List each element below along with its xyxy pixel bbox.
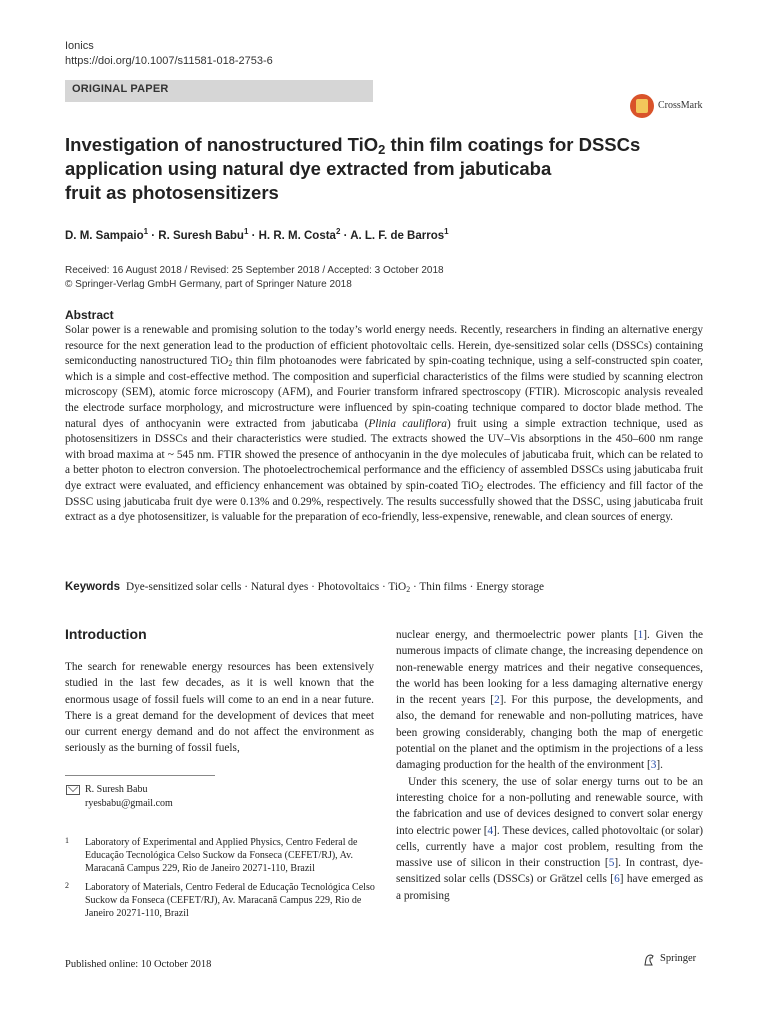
author-name[interactable]: H. R. M. Costa xyxy=(258,229,336,242)
keyword-separator: · xyxy=(410,581,420,593)
keyword-separator: · xyxy=(379,581,389,593)
keyword: Thin films xyxy=(419,581,467,593)
text-run: ]. xyxy=(656,759,663,772)
crossmark-badge[interactable] xyxy=(630,94,736,120)
corresponding-email[interactable]: ryesbabu@gmail.com xyxy=(85,798,173,809)
introduction-right-column xyxy=(396,627,703,904)
text-run: ]. In contrast, dye-sensitized solar cells (DSSCs) or Grätzel cells [ xyxy=(396,857,703,886)
title-line1-b: thin film coatings for DSSCs xyxy=(385,134,641,155)
author-affiliation: 2 xyxy=(335,227,341,236)
abstract-part: Solar power is a renewable and promising solution to the today’s world energy needs. Recently, researchers in finding an alternative energy resource for the next generation lead to the production of efficient photovoltaic cells. Herein, dye-sensitized solar cells (DSSCs) containing semiconducting nanostructured TiO xyxy=(65,324,703,368)
affiliation-1: Laboratory of Experimental and Applied Physics, Centro Federal de Educação Tecnológica Celso Suckow da Fonseca (CEFET/RJ), Av. Maracanã Campus 229, Rio de Janeiro 20271-110, Brazil xyxy=(85,837,358,874)
keyword: TiO xyxy=(388,581,407,593)
springer-horse-icon xyxy=(642,953,656,967)
affiliation-number: 2 xyxy=(65,881,69,890)
abstract-part: thin film photoanodes were fabricated by spin-coating technique, using a self-constructed spin coater, which is a simple and cost-effective method. The composition and superficial characteristics of the films were studied by scanning electron microscopy (SEM), atomic force microscopy (AFM), and Fourier transform infrared spectroscopy (FTIR). Microscopic analysis revealed the electrode surface morphology, and microstructure were influenced by spin-coating technique compared to doctor blade method. The natural dyes of anthocyanin were extracted from jabuticaba ( xyxy=(65,355,703,430)
abstract-heading: Abstract xyxy=(65,308,114,322)
keyword: Energy storage xyxy=(476,581,545,593)
abstract-species: Plinia cauliflora xyxy=(368,417,447,430)
corresponding-author: R. Suresh Babu xyxy=(85,784,148,795)
abstract-sub: 2 xyxy=(228,359,233,369)
affiliation-2: Laboratory of Materials, Centro Federal de Educação Tecnológica Celso Suckow da Fonseca (CEFET/RJ), Av. Maracanã Campus 229, Rio de Janeiro 20271-110, Brazil xyxy=(85,882,375,919)
keyword-separator: · xyxy=(466,581,477,593)
keyword-separator: · xyxy=(241,581,251,593)
introduction-heading: Introduction xyxy=(65,626,147,642)
springer-logo xyxy=(642,952,712,968)
author-affiliation: 1 xyxy=(444,227,449,236)
citation-link[interactable]: 3 xyxy=(650,759,657,772)
footnote-divider xyxy=(65,775,215,776)
abstract-sub: 2 xyxy=(479,483,484,493)
citation-link[interactable]: 2 xyxy=(494,694,500,707)
author-name[interactable]: D. M. Sampaio xyxy=(65,229,144,242)
citation-link[interactable]: 5 xyxy=(608,857,615,870)
introduction-left-column: The search for renewable energy resources has been extensively studied in the last few decades, as it is well known that the enormous usage of fossil fuels will come to an end in a near future. There is a great demand for the development of devices that meet our current energy demand and do not affect the environment as seriously as the burning of fossil fuels, xyxy=(65,661,374,755)
text-run: Under this scenery, the use of solar energy turns out to be an interesting choice for a non-polluting and renewable source, with the fabrication and use of devices designed to convert solar energy into electric power [ xyxy=(396,775,703,837)
keyword-sub: 2 xyxy=(406,584,411,594)
affiliation-number: 1 xyxy=(65,836,69,845)
paragraph xyxy=(396,627,703,774)
paper-title xyxy=(65,133,665,205)
author-list: D. M. Sampaio$^1$ · R. Suresh Babu$^1$ · H. R. M. Costa$^2$ · A. L. F. de Barros$^1$ xyxy=(65,227,449,242)
doi-link[interactable]: https://doi.org/10.1007/s11581-018-2753-6 xyxy=(65,55,273,67)
received-dates: Received: 16 August 2018 / Revised: 25 September 2018 / Accepted: 3 October 2018 xyxy=(65,265,444,276)
copyright-notice: © Springer-Verlag GmbH Germany, part of Springer Nature 2018 xyxy=(65,279,352,290)
title-line2: application using natural dye extracted from jabuticaba xyxy=(65,158,552,179)
title-line3: fruit as photosensitizers xyxy=(65,182,279,203)
text-run: nuclear energy, and thermoelectric power plants [ xyxy=(396,629,638,641)
author-affiliation: 1 xyxy=(143,227,149,236)
crossmark-icon xyxy=(630,94,654,118)
springer-label: Springer xyxy=(660,953,697,964)
crossmark-label: CrossMark xyxy=(658,100,703,111)
text-run: ]. These devices, called photovoltaic (or solar) cells, currently have a major cost problem, resulting from the massive use of silicon in their construction [ xyxy=(396,824,703,870)
keyword: Natural dyes xyxy=(250,581,309,593)
abstract-part: electrodes. The efficiency and fill factor of the DSSC using jabuticaba fruit dye were 0.13% and 0.29%, respectively. The results successfully showed that the DSSC, using jabuticaba fruit extract as a dye photosensitizer, is valuable for the preparation of eco-friendly, less-expensive, renewable, and clean sources of energy. xyxy=(65,479,703,524)
keyword-separator: · xyxy=(308,581,318,593)
keyword: Dye-sensitized solar cells xyxy=(125,581,242,593)
text-run: ]. For this purpose, the developments, and also, the demand for renewable and non-polluting matrices, have been growing considerably, changing both the map of energetic potential on the planet and the optimism in the projections of a less damaging production for the health of the environment [ xyxy=(396,694,703,772)
journal-name: Ionics xyxy=(65,40,94,52)
keyword: Photovoltaics xyxy=(317,581,380,593)
paragraph xyxy=(396,774,703,904)
article-type-label: ORIGINAL PAPER xyxy=(72,83,169,95)
title-line1-sub: 2 xyxy=(378,142,386,158)
citation-link[interactable]: 6 xyxy=(614,873,620,886)
title-line1-a: Investigation of nanostructured TiO xyxy=(65,134,379,155)
citation-link[interactable]: 4 xyxy=(487,824,494,837)
citation-link[interactable]: 1 xyxy=(637,629,644,641)
text-run: ]. Given the numerous impacts of climate change, the increasing dependence on non-renewable energy matrices and their negative consequences, the world has been looking for a less damaging alternative energy in the recent years [ xyxy=(396,629,703,707)
author-affiliation: 1 xyxy=(243,227,249,236)
envelope-icon xyxy=(66,785,80,795)
published-date: Published online: 10 October 2018 xyxy=(65,959,212,970)
keywords xyxy=(65,581,705,593)
author-name[interactable]: A. L. F. de Barros xyxy=(350,229,445,242)
text-run: ] have emerged as a promising xyxy=(396,873,703,902)
abstract-text xyxy=(65,323,703,526)
keywords-label: Keywords xyxy=(65,581,120,593)
abstract-part: ) fruit using a simple extraction technique, used as photosensitizers in DSSCs and their characteristics were studied. The extracts showed the UV–Vis absorptions in the 450–600 nm range with broad maxima at ~ 545 nm. FTIR showed the presence of anthocyanin in the dye molecules of jabuticaba fruit, which can be related to a better photon to electron conversion. The photoelectrochemical performance and the efficiency of assembled DSSCs using jabuticaba fruit dye extract were evaluated, and efficiency enhancement was obtained by spin-coated TiO xyxy=(65,417,703,492)
author-name[interactable]: R. Suresh Babu xyxy=(158,229,244,242)
